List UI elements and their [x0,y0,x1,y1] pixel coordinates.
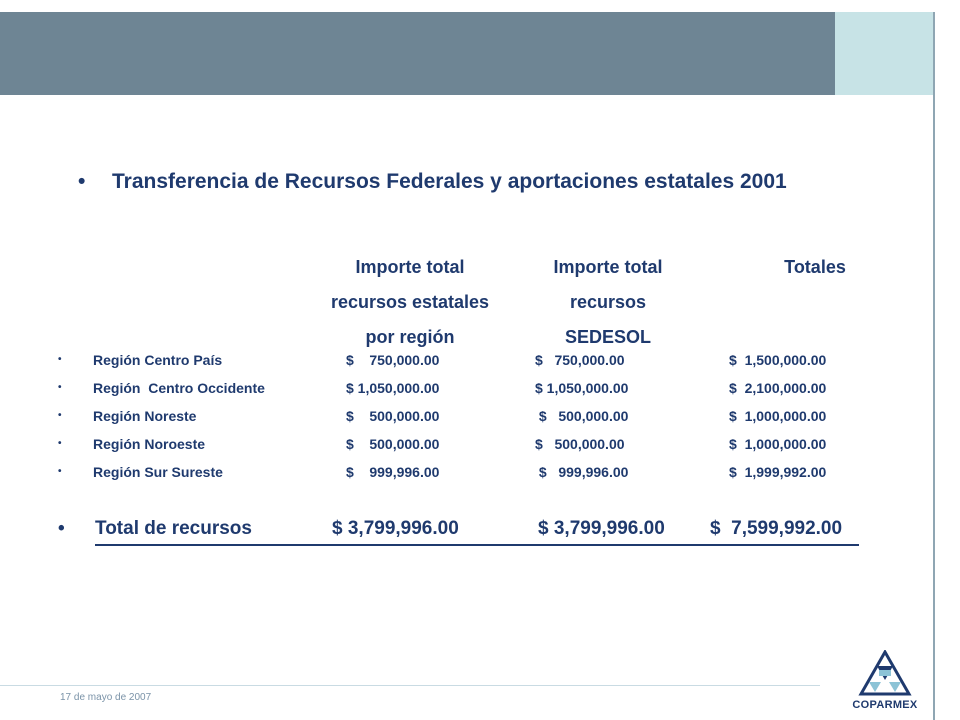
header-line: Totales [784,257,846,277]
coparmex-logo-icon [857,650,913,698]
row-bullet: • [58,382,62,393]
right-border-line [933,12,935,720]
grand-total-amount: $ 7,599,992.00 [710,518,843,539]
sedesol-amount: $ 500,000.00 [535,436,625,452]
logo-text: COPARMEX [852,699,918,711]
column-header-totals [760,250,870,285]
header-accent-block [835,12,933,95]
row-bullet: • [58,438,62,449]
column-header-state-resources [300,250,520,355]
region-label: Región Noroeste [93,436,206,452]
header-bar [0,12,835,95]
state-amount: $ 500,000.00 [346,408,440,424]
title-bullet: • [78,170,86,193]
row-bullet: • [58,410,62,421]
header-line: Importe total [553,257,663,277]
sedesol-amount: $ 500,000.00 [535,408,629,424]
coparmex-logo [845,650,925,715]
total-amount: $ 1,000,000.00 [729,436,827,452]
column-header-sedesol-resources [508,250,708,355]
total-amount: $ 1,000,000.00 [729,408,827,424]
row-bullet: • [58,466,62,477]
state-amount: $ 1,050,000.00 [346,380,440,396]
region-label: Región Centro País [93,352,223,368]
slide-title [78,170,787,194]
header-line: recursos [569,292,647,312]
title-text: Transferencia de Recursos Federales y aportaciones estatales 2001 [112,170,787,193]
state-amount: $ 999,996.00 [346,464,440,480]
total-label: Total de recursos [95,518,252,539]
header-line: Importe total [355,257,465,277]
total-amount: $ 1,999,992.00 [729,464,827,480]
sedesol-amount: $ 1,050,000.00 [535,380,629,396]
total-amount: $ 2,100,000.00 [729,380,827,396]
sedesol-amount: $ 750,000.00 [535,352,625,368]
sedesol-amount: $ 999,996.00 [535,464,629,480]
total-bullet: • [58,518,65,539]
state-amount: $ 750,000.00 [346,352,440,368]
state-amount: $ 500,000.00 [346,436,440,452]
region-label: Región Centro Occidente [93,380,265,396]
footer-date: 17 de mayo de 2007 [60,692,152,703]
total-state-amount: $ 3,799,996.00 [332,518,459,539]
footer-divider [0,685,820,686]
region-label: Región Sur Sureste [93,464,223,480]
header-line: SEDESOL [564,327,652,347]
region-label: Región Noreste [93,408,197,424]
total-amount: $ 1,500,000.00 [729,352,827,368]
header-line: recursos estatales [330,292,490,312]
header-line: por región [365,327,455,347]
row-bullet: • [58,354,62,365]
total-sedesol-amount: $ 3,799,996.00 [538,518,665,539]
